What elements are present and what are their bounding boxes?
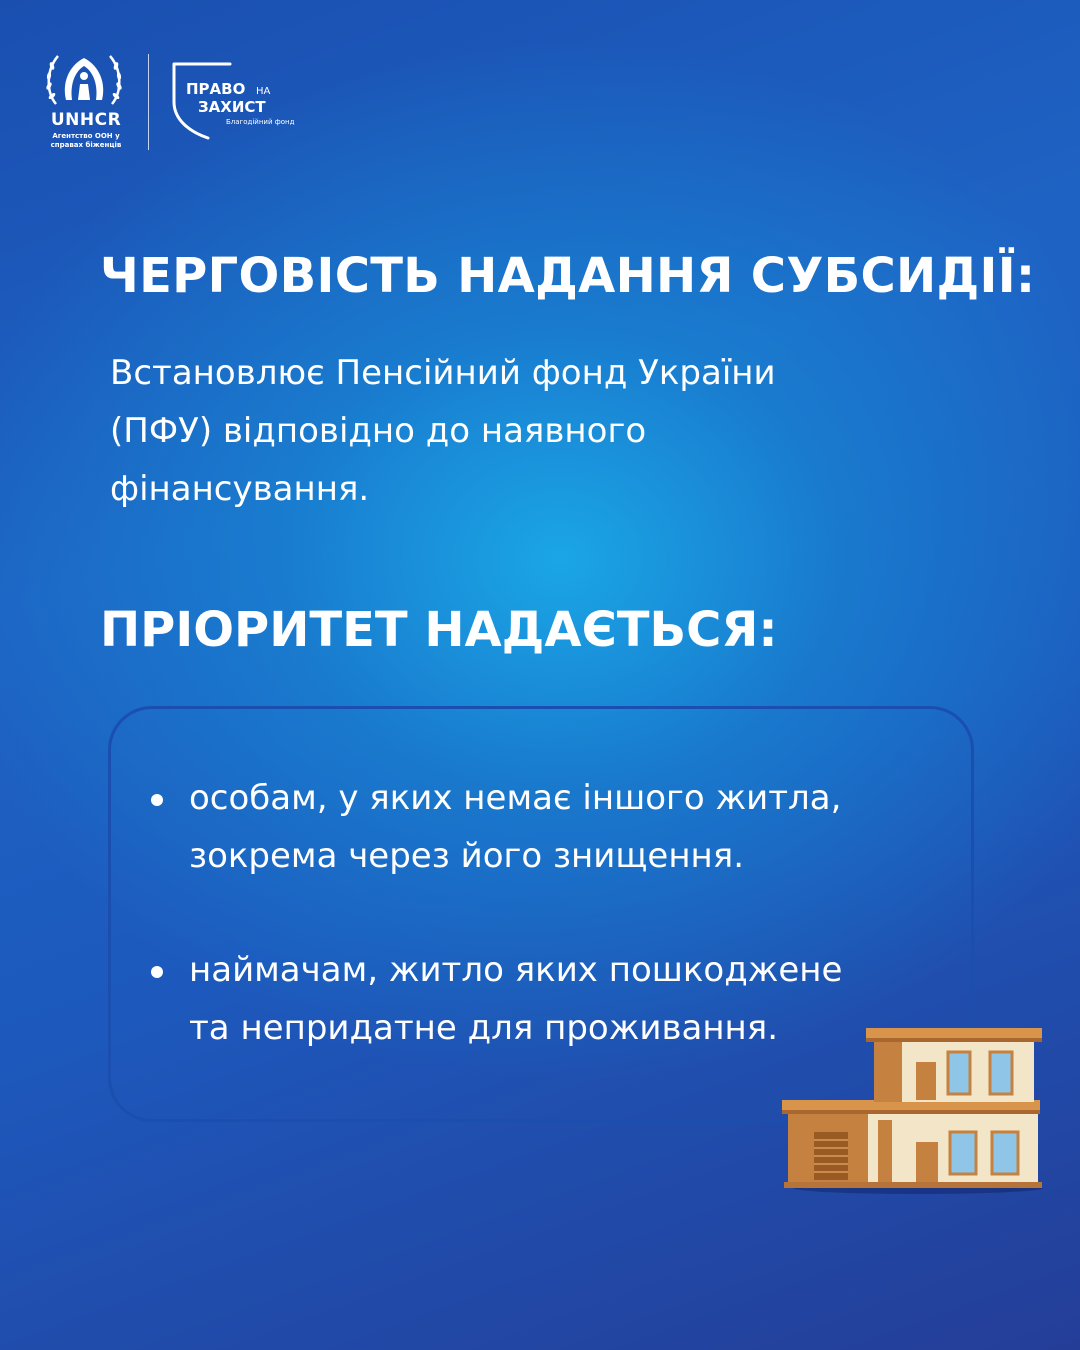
list-item-text [189,769,969,885]
list-item-line2: зокрема через його знищення. [189,836,745,876]
pravo-subtitle: Благодійний фонд [226,118,295,126]
pravo-na: НА [256,86,271,97]
subsidy-order-text-line3: фінансування. [110,469,370,509]
pravo-line2: ЗАХИСТ [198,98,266,116]
subsidy-order-text [110,344,970,518]
bullet-dot-icon [151,966,163,978]
house-icon [778,1022,1048,1194]
unhcr-emblem-icon [44,48,124,110]
subsidy-order-text-line2: (ПФУ) відповідно до наявного [110,411,647,451]
unhcr-subtitle [40,132,132,150]
unhcr-name: UNHCR [50,110,122,130]
bullet-dot-icon [151,794,163,806]
subsidy-order-text-line1: Встановлює Пенсійний фонд України [110,353,776,393]
list-item-line2: та непридатне для проживання. [189,1008,779,1048]
unhcr-subtitle-line2: справах біженців [50,141,122,149]
logo-divider [148,54,149,150]
list-item-line1: особам, у яких немає іншого житла, [189,778,842,818]
pravo-na-zakhyst-logo [168,58,308,142]
priority-heading: ПРІОРИТЕТ НАДАЄТЬСЯ: [100,602,778,658]
pravo-line1: ПРАВО [186,80,246,98]
unhcr-logo [38,48,130,158]
list-item-line1: наймачам, житло яких пошкоджене [189,950,843,990]
subsidy-order-heading: ЧЕРГОВІСТЬ НАДАННЯ СУБСИДІЇ: [100,248,1036,304]
unhcr-subtitle-line1: Агентство ООН у [52,132,120,140]
